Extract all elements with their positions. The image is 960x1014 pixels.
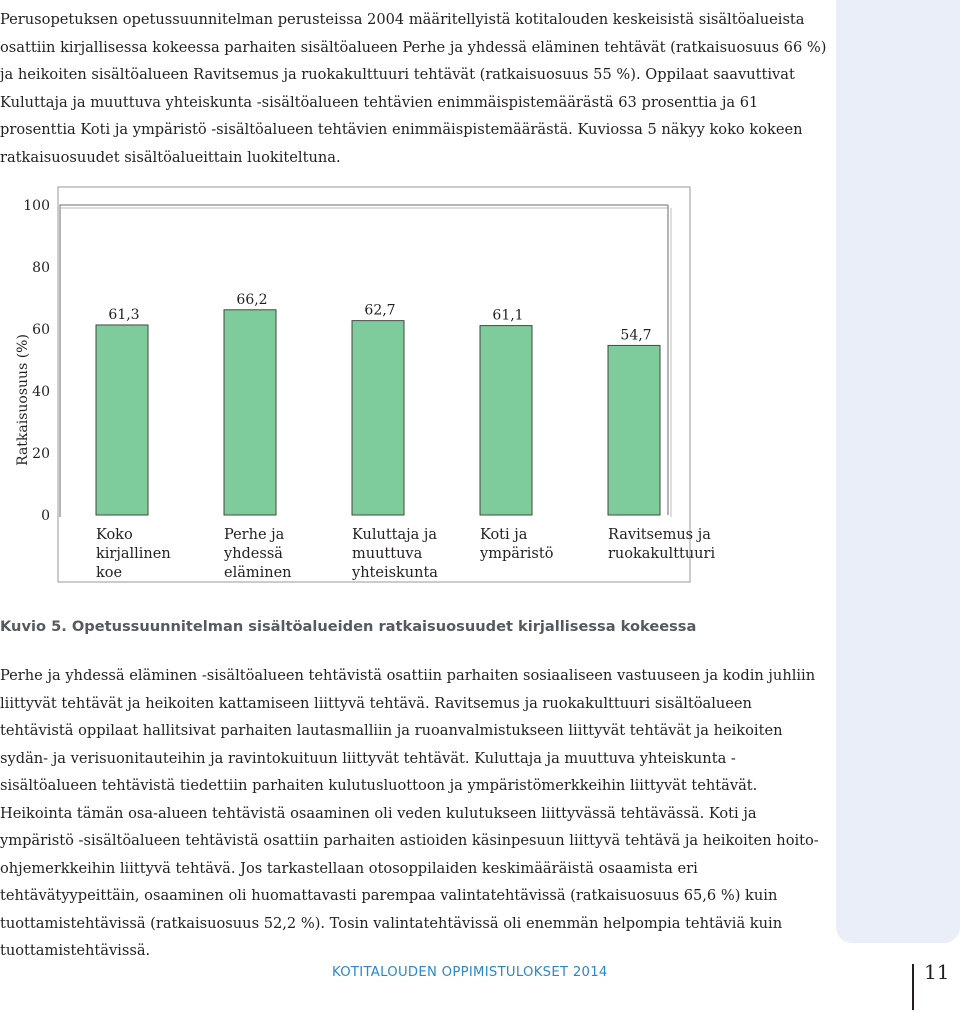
intro-paragraph: Perusopetuksen opetussuunnitelman perusteissa 2004 määritellyistä kotitalouden keskeisistä sisältöalueista osattiin kirjallisessa kokeessa parhaiten sisältöalueen Perhe ja yhdessä eläminen tehtävät (ratkaisuosuus 66 %) ja heikoiten sisältöalueen Ravitsemus ja ruokakulttuuri tehtävät (ratkaisuosuus 55 %). Oppilaat saavuttivat Kuluttaja ja muuttuva yhteiskunta -sisältöalueen tehtävien enimmäispistemäärästä 63 prosenttia ja 61 prosenttia Koti ja ympäristö -sisältöalueen tehtävien enimmäispistemäärästä. Kuviossa 5 näkyy koko kokeen ratkaisuosuudet sisältöalueittain luokiteltuna. — [0, 11, 827, 166]
bar — [96, 325, 148, 515]
publication-title: KOTITALOUDEN OPPIMISTULOKSET 2014 — [332, 965, 608, 980]
bar-value-label: 61,3 — [108, 306, 140, 323]
bar-value-label: 61,1 — [492, 307, 524, 324]
bar-value-label: 54,7 — [620, 327, 652, 344]
page-number: 11 — [924, 960, 950, 984]
bar-chart-svg — [0, 180, 740, 600]
bar — [608, 345, 660, 515]
x-category-label: Perhe ja yhdessä eläminen — [224, 527, 292, 581]
figure-caption: Kuvio 5. Opetussuunnitelman sisältöalueiden ratkaisuosuudet kirjallisessa kokeessa — [0, 618, 697, 635]
page-number-rule — [912, 964, 914, 1010]
side-margin-panel — [836, 0, 960, 943]
x-category-label: Koti ja ympäristö — [480, 527, 554, 562]
bar — [224, 310, 276, 515]
bar — [480, 326, 532, 515]
x-category-label: Kuluttaja ja muuttuva yhteiskunta — [352, 527, 438, 581]
y-tick-label: 40 — [32, 384, 50, 400]
y-tick-label: 80 — [32, 260, 50, 276]
y-tick-label: 20 — [32, 446, 50, 462]
body-paragraph: Perhe ja yhdessä eläminen -sisältöalueen tehtävistä osattiin parhaiten sosiaaliseen vastuuseen ja kodin juhliin liittyvät tehtävät ja heikoiten kattamiseen liittyvä tehtävä. Ravitsemus ja ruokakulttuuri sisältöalueen tehtävistä oppilaat hallitsivat parhaiten lautasmalliin ja ruoanvalmistukseen liittyvät tehtävät ja heikoiten sydän- ja verisuonitauteihin ja ravintokuituun liittyvät tehtävät. Kuluttaja ja muuttuva yhteiskunta -sisältöalueen tehtävistä tiedettiin parhaiten kulutusluottoon ja ympäristömerkkeihin liittyvät tehtävät. Heikointa tämän osa-alueen tehtävistä osaaminen oli veden kulutukseen liittyvässä tehtävässä. Koti ja ympäristö -sisältöalueen tehtävistä osattiin parhaiten astioiden käsinpesuun liittyvä tehtävä ja heikoiten hoito-ohjemerkkeihin liittyvä tehtävä. Jos tarkastellaan otosoppilaiden keskimääräistä osaamista eri tehtävätyypeittäin, osaaminen oli huomattavasti parempaa valintatehtävissä (ratkaisuosuus 65,6 %) kuin tuottamistehtävissä (ratkaisuosuus 52,2 %). Tosin valintatehtävissä oli enemmän helpompia tehtäviä kuin tuottamistehtävissä. — [0, 667, 819, 959]
bar-chart — [0, 180, 740, 600]
bar — [352, 321, 404, 515]
y-axis-label: Ratkaisuosuus (%) — [15, 334, 31, 466]
bar-value-label: 62,7 — [364, 302, 396, 319]
y-tick-label: 0 — [41, 508, 50, 524]
y-tick-label: 100 — [23, 198, 50, 214]
bar-value-label: 66,2 — [236, 291, 268, 308]
y-tick-label: 60 — [32, 322, 50, 338]
x-category-label: Ravitsemus ja ruokakulttuuri — [608, 527, 716, 562]
x-category-label: Koko kirjallinen koe — [96, 527, 171, 581]
